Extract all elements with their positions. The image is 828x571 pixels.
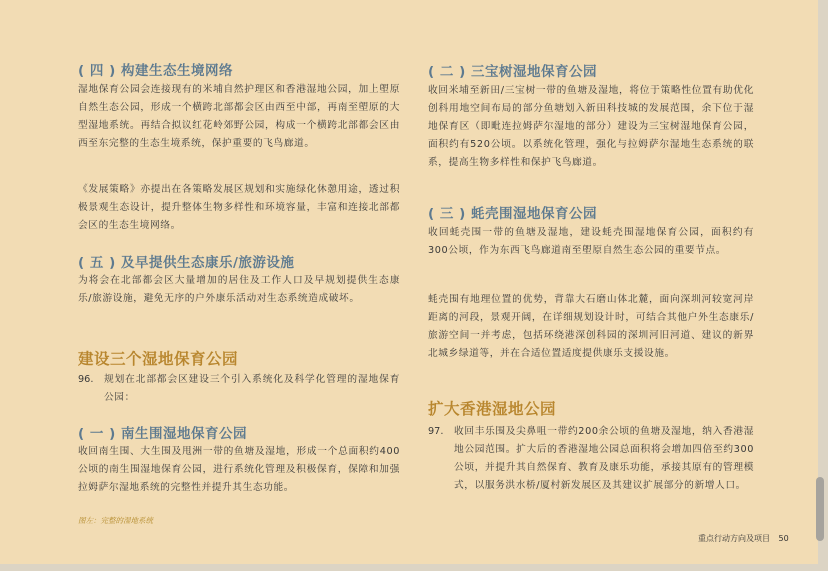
- page-footer: [698, 533, 789, 544]
- page-number: 50: [778, 534, 789, 543]
- figure-caption: 图左：完整的湿地系统: [78, 516, 153, 525]
- wetland-parks-heading: 建设三个湿地保育公园: [78, 350, 239, 368]
- section-2-paragraph-1: 收回米埔至新田/三宝树一带的鱼塘及湿地，将位于策略性位置有助优化创科用地空间布局的部分鱼塘划入新田科技城的发展范围，余下位于湿地保育区（即毗连拉姆萨尔湿地的部分）建设为三宝树湿地保育公园，面积约有520公顷。以系统化管理，强化与拉姆萨尔湿地生态系统的联系，提高生物多样性和保护飞鸟廊道。: [428, 85, 754, 168]
- section-1-heading: ( 一 ) 南生围湿地保育公园: [78, 426, 247, 442]
- section-5-heading: ( 五 ) 及早提供生态康乐/旅游设施: [78, 255, 295, 271]
- section-4-paragraph-1: 湿地保育公园会连接现有的米埔自然护理区和香港湿地公园，加上塱原自然生态公园，形成一个横跨北部都会区由西至中部，再南至塱原的大型湿地系统。再结合拟议红花岭郊野公园，构成一个横跨北部都会区由西至东完整的生态生境系统，保护重要的飞鸟廊道。: [78, 84, 400, 149]
- section-3-heading: ( 三 ) 蚝壳围湿地保育公园: [428, 206, 597, 222]
- expand-wetland-park-heading: 扩大香港湿地公园: [428, 400, 557, 418]
- vertical-scrollbar[interactable]: [816, 477, 824, 541]
- item-96-number: 96.: [78, 374, 94, 385]
- item-97-text: 收回丰乐围及尖鼻咀一带约200余公顷的鱼塘及湿地，纳入香港湿地公园范围。扩大后的香港湿地公园总面积将会增加四倍至约300公顷，并提升其自然保育、教育及康乐功能，承接其原有的管理模式，以服务洪水桥/厦村新发展区及其建议扩展部分的新增人口。: [454, 426, 754, 491]
- item-97-number: 97.: [428, 426, 444, 437]
- section-3-paragraph-1: 收回蚝壳围一带的鱼塘及湿地，建设蚝壳围湿地保育公园，面积约有300公顷，作为东西飞鸟廊道南至塱原自然生态公园的重要节点。: [428, 227, 754, 256]
- section-1-paragraph-1: 收回南生围、大生围及甩洲一带的鱼塘及湿地，形成一个总面积约400公顷的南生围湿地保育公园，进行系统化管理及积极保育，保障和加强拉姆萨尔湿地系统的完整性并提升其生态功能。: [78, 446, 400, 493]
- item-96-text: 规划在北部都会区建设三个引入系统化及科学化管理的湿地保育公园：: [104, 374, 400, 403]
- section-4-paragraph-2: 《发展策略》亦提出在各策略发展区规划和实施绿化休憩用途，透过积极景观生态设计，提升整体生物多样性和环境容量，丰富和连接北部都会区的生态生境网络。: [78, 184, 400, 231]
- section-4-heading: ( 四 ) 构建生态生境网络: [78, 63, 233, 79]
- section-5-paragraph-1: 为将会在北部都会区大量增加的居住及工作人口及早规划提供生态康乐/旅游设施，避免无序的户外康乐活动对生态系统造成破坏。: [78, 275, 400, 304]
- footer-section-label: 重点行动方向及项目: [698, 534, 770, 543]
- section-3-paragraph-2: 蚝壳围有地理位置的优势，背靠大石磨山体北麓，面向深圳河较宽河岸距离的河段，景观开阔，在详细规划设计时，可结合其他户外生态康乐/旅游空间一并考虑，包括环绕港深创科园的深圳河旧河道、建议的新界北城乡绿道等，并在合适位置适度提供康乐支援设施。: [428, 294, 754, 359]
- section-2-heading: ( 二 ) 三宝树湿地保育公园: [428, 64, 597, 80]
